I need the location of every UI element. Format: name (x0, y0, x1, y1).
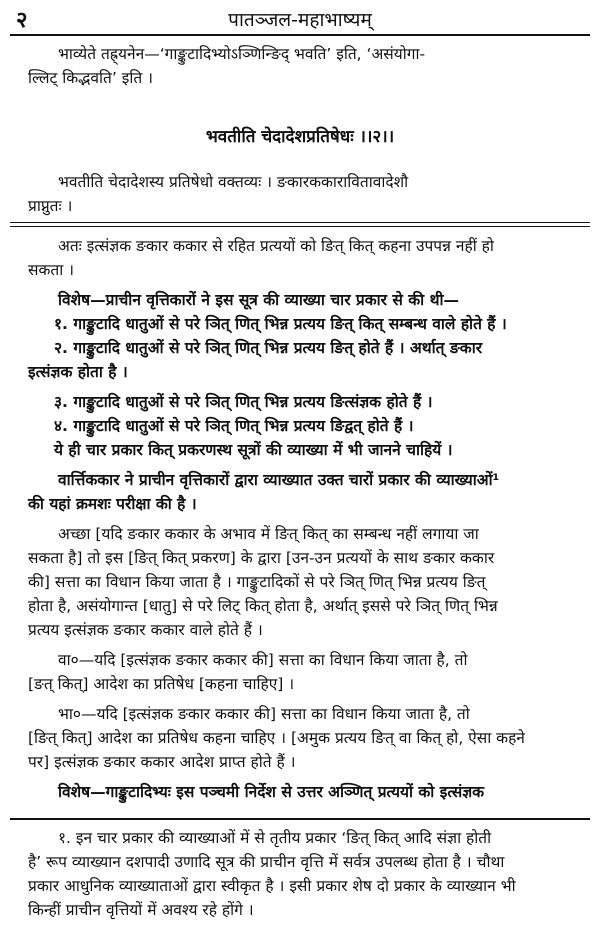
list-item: इत्संज्ञक होता है । (28, 363, 128, 381)
bhashya-block-2 (28, 170, 582, 218)
running-head: पातञ्जल-महाभाष्यम् (228, 9, 372, 31)
commentary-line: वार्त्तिककार ने प्राचीन वृत्तिकारों द्वारा व्याख्यात उक्त चारों प्रकार की व्याख्याओं¹ (58, 471, 500, 489)
vishesh-heading: विशेष—प्राचीन वृत्तिकारों ने इस सूत्र की व्याख्या चार प्रकार से की थी— (58, 291, 460, 309)
vartika-translation: [ङत् कित्] आदेश का प्रतिषेध [कहना चाहिए] । (28, 675, 295, 693)
commentary-line: की यहां क्रमशः परीक्षा की है । (28, 495, 197, 513)
commentary-line: अतः इत्संज्ञक ङकार ककार से रहित प्रत्ययों को ङित् कित् कहना उपपन्न नहीं हो (58, 237, 494, 255)
bhashya-translation: पर] इत्संज्ञक ङकार ककार आदेश प्राप्त होते हैं । (28, 753, 296, 771)
page-header (10, 2, 590, 32)
commentary-line: सकता है] तो इस [ङित् कित् प्रकरण] के द्वारा [उन-उन प्रत्ययों के साथ ङकार ककार (28, 549, 495, 567)
footnote-block (28, 826, 582, 922)
bhashya-block (28, 42, 582, 90)
vishesh-note: विशेष—गाङ्कुटादिभ्यः इस पञ्चमी निर्देश से उत्तर अञ्णित् प्रत्ययों को इत्संज्ञक (58, 783, 485, 801)
bhashya-translation: भा०—यदि [इत्संज्ञक ङकार ककार की] सत्ता का विधान किया जाता है, तो (58, 705, 470, 723)
section-divider (10, 222, 590, 227)
list-item: ३. गाङ्कुटादि धातुओं से परे ञित् णित् भिन्न प्रत्यय ङित्संज्ञक होते हैं । (54, 393, 433, 411)
commentary-line: होता है, असंयोगान्त [धातु] से परे लिट् कित् होता है, अर्थात् इससे परे ञित् णित् भिन्न (28, 597, 498, 615)
vartika-sutra: भवतीति चेदादेशप्रतिषेधः ।।२।। (205, 127, 395, 147)
footnote-rule (10, 818, 590, 820)
bhashya-line: भवतीति चेदादेशस्य प्रतिषेधो वक्तव्यः । ङकारककारावितावादेशौ (58, 173, 409, 191)
page-number: २ (16, 8, 28, 33)
commentary-block (28, 234, 582, 804)
footnote-line: है’ रूप व्याख्यान दशपादी उणादि सूत्र की प्राचीन वृत्ति में सर्वत्र उपलब्ध होता है । चौथा (28, 853, 505, 871)
list-item: ४. गाङ्कुटादि धातुओं से परे ञित् णित् भिन्न प्रत्यय ङिद्वत् होते हैं । (54, 417, 414, 435)
bhashya-translation: [ङित् कित्] आदेश का प्रतिषेध कहना चाहिए । [अमुक प्रत्यय ङित् वा कित् हो, ऐसा कहने (28, 729, 525, 747)
bhashya-line: प्राप्नुतः । (28, 197, 73, 215)
commentary-line: सकता । (28, 261, 75, 279)
commentary-line: अच्छा [यदि ङकार ककार के अभाव में ङित् कित् का सम्बन्ध नहीं लगाया जा (58, 525, 479, 543)
list-item: २. गाङ्कुटादि धातुओं से परे ञित् णित् भिन्न प्रत्यय ङित् होते हैं । अर्थात् ङकार (54, 339, 483, 357)
list-item: ये ही चार प्रकार कित् प्रकरणस्थ सूत्रों की व्याख्या में भी जानने चाहियें । (54, 441, 453, 459)
footnote-line: किन्हीं प्राचीन वृत्तियों में अवश्य रहे होंगे । (28, 901, 254, 919)
list-item: १. गाङ्कुटादि धातुओं से परे ञित् णित् भिन्न प्रत्यय ङित् कित् सम्बन्ध वाले होते हैं । (54, 315, 507, 333)
header-rule (10, 34, 590, 36)
footnote-line: १. इन चार प्रकार की व्याख्याओं में से तृतीय प्रकार ‘ङित् कित् आदि संज्ञा होती (58, 829, 492, 847)
vartika-translation: वा०—यदि [इत्संज्ञक ङकार ककार की] सत्ता का विधान किया जाता है, तो (58, 651, 468, 669)
footnote-line: प्रकार आधुनिक व्याख्याताओं द्वारा स्वीकृत है । इसी प्रकार शेष दो प्रकार के व्याख्यान भी (28, 877, 516, 895)
commentary-line: प्रत्यय इत्संज्ञक ङकार ककार वाले होते हैं । (28, 621, 263, 639)
bhashya-line: भाव्येते तह्र्यनेन—‘गाङ्कुटादिभ्योऽञ्णिन्ङिद् भवति’ इति, ‘असंयोगा- (58, 45, 426, 63)
commentary-line: की] सत्ता का विधान किया जाता है । गाङ्कुटादिकों से परे ञित् णित् भिन्न प्रत्यय ङित् (28, 573, 486, 591)
bhashya-line: ल्लिट् किद्भवति’ इति । (28, 69, 153, 87)
